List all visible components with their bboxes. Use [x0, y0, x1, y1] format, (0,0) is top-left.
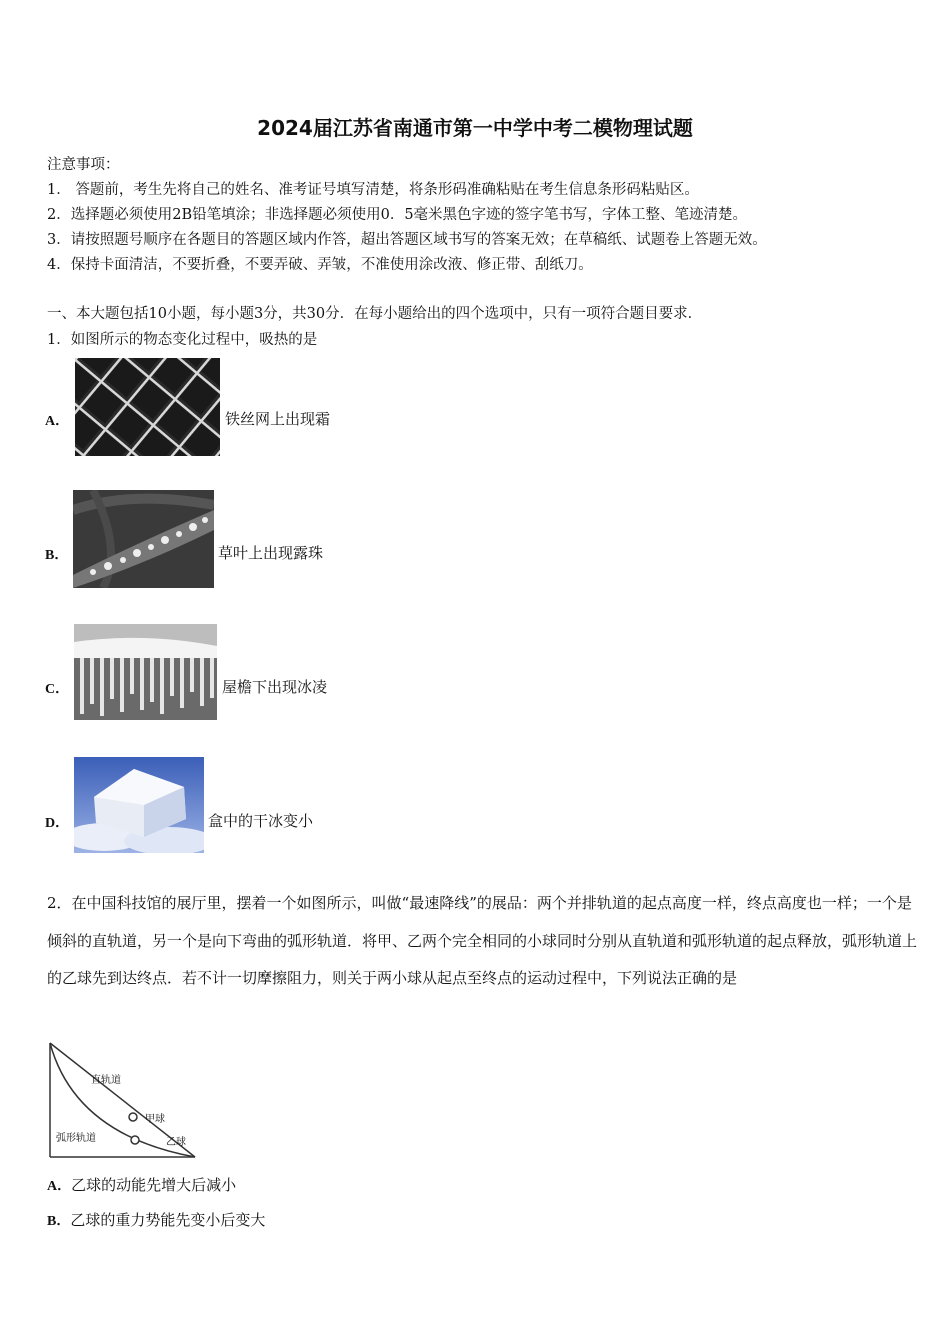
- notice-item: 2．选择题必须使用2B铅笔填涂；非选择题必须使用0．5毫米黑色字迹的签字笔书写，字体工整、笔迹清楚。: [47, 207, 748, 223]
- option-d-label: D．: [45, 816, 70, 831]
- notice-heading: 注意事项：: [47, 157, 120, 173]
- option-a-text: 铁丝网上出现霜: [225, 410, 331, 428]
- q2-option-b: [47, 1209, 265, 1230]
- dry-ice-box-image: [74, 757, 204, 853]
- section-heading: 一、本大题包括10小题，每小题3分，共30分．在每小题给出的四个选项中，只有一项符合题目要求．: [47, 306, 703, 322]
- notice-item: 3．请按照题号顺序在各题目的答题区域内作答，超出答题区域书写的答案无效；在草稿纸、试题卷上答题无效。: [47, 232, 767, 248]
- option-c-text: 屋檐下出现冰凌: [222, 678, 328, 696]
- option-b-label: B．: [45, 548, 69, 563]
- option-b-text: 草叶上出现露珠: [218, 544, 324, 562]
- icicles-image: [74, 624, 217, 720]
- dew-on-leaf-image: [73, 490, 214, 588]
- label-curved-track: 弧形轨道: [56, 1133, 96, 1144]
- ball-jia: [129, 1113, 137, 1121]
- label-ball-yi: 乙球: [166, 1137, 186, 1148]
- frost-wire-mesh-image: [75, 358, 220, 456]
- question-1-stem: 1．如图所示的物态变化过程中，吸热的是: [47, 332, 318, 348]
- notice-item: 4．保持卡面清洁，不要折叠，不要弄破、弄皱，不准使用涂改液、修正带、刮纸刀。: [47, 257, 593, 273]
- page-title: 2024届江苏省南通市第一中学中考二模物理试题: [257, 116, 693, 140]
- q2-option-a: [47, 1174, 236, 1195]
- label-straight-track: 直轨道: [91, 1075, 121, 1086]
- question-2-stem: 2．在中国科技馆的展厅里，摆着一个如图所示，叫做“最速降线”的展品：两个并排轨道的起点高度一样，终点高度也一样；一个是倾斜的直轨道，另一个是向下弯曲的弧形轨道．将甲、乙两个完全相同的小球同时分别从直轨道和弧形轨道的起点释放，弧形轨道上的乙球先到达终点．若不计一切摩擦阻力，则关于两小球从起点至终点的运动过程中，下列说法正确的是: [47, 894, 918, 987]
- q2-option-a-label: A．: [47, 1179, 72, 1194]
- label-ball-jia: 甲球: [145, 1114, 165, 1125]
- option-c-label: C．: [45, 682, 70, 697]
- option-a-label: A．: [45, 414, 70, 429]
- option-d-text: 盒中的干冰变小: [208, 812, 314, 830]
- notice-item: 1． 答题前，考生先将自己的姓名、准考证号填写清楚，将条形码准确粘贴在考生信息条形码粘贴区。: [47, 182, 699, 198]
- q2-option-a-text: 乙球的动能先增大后减小: [71, 1176, 237, 1194]
- q2-option-b-label: B．: [47, 1214, 71, 1229]
- ball-yi: [131, 1136, 139, 1144]
- q2-option-b-text: 乙球的重力势能先变小后变大: [70, 1211, 266, 1229]
